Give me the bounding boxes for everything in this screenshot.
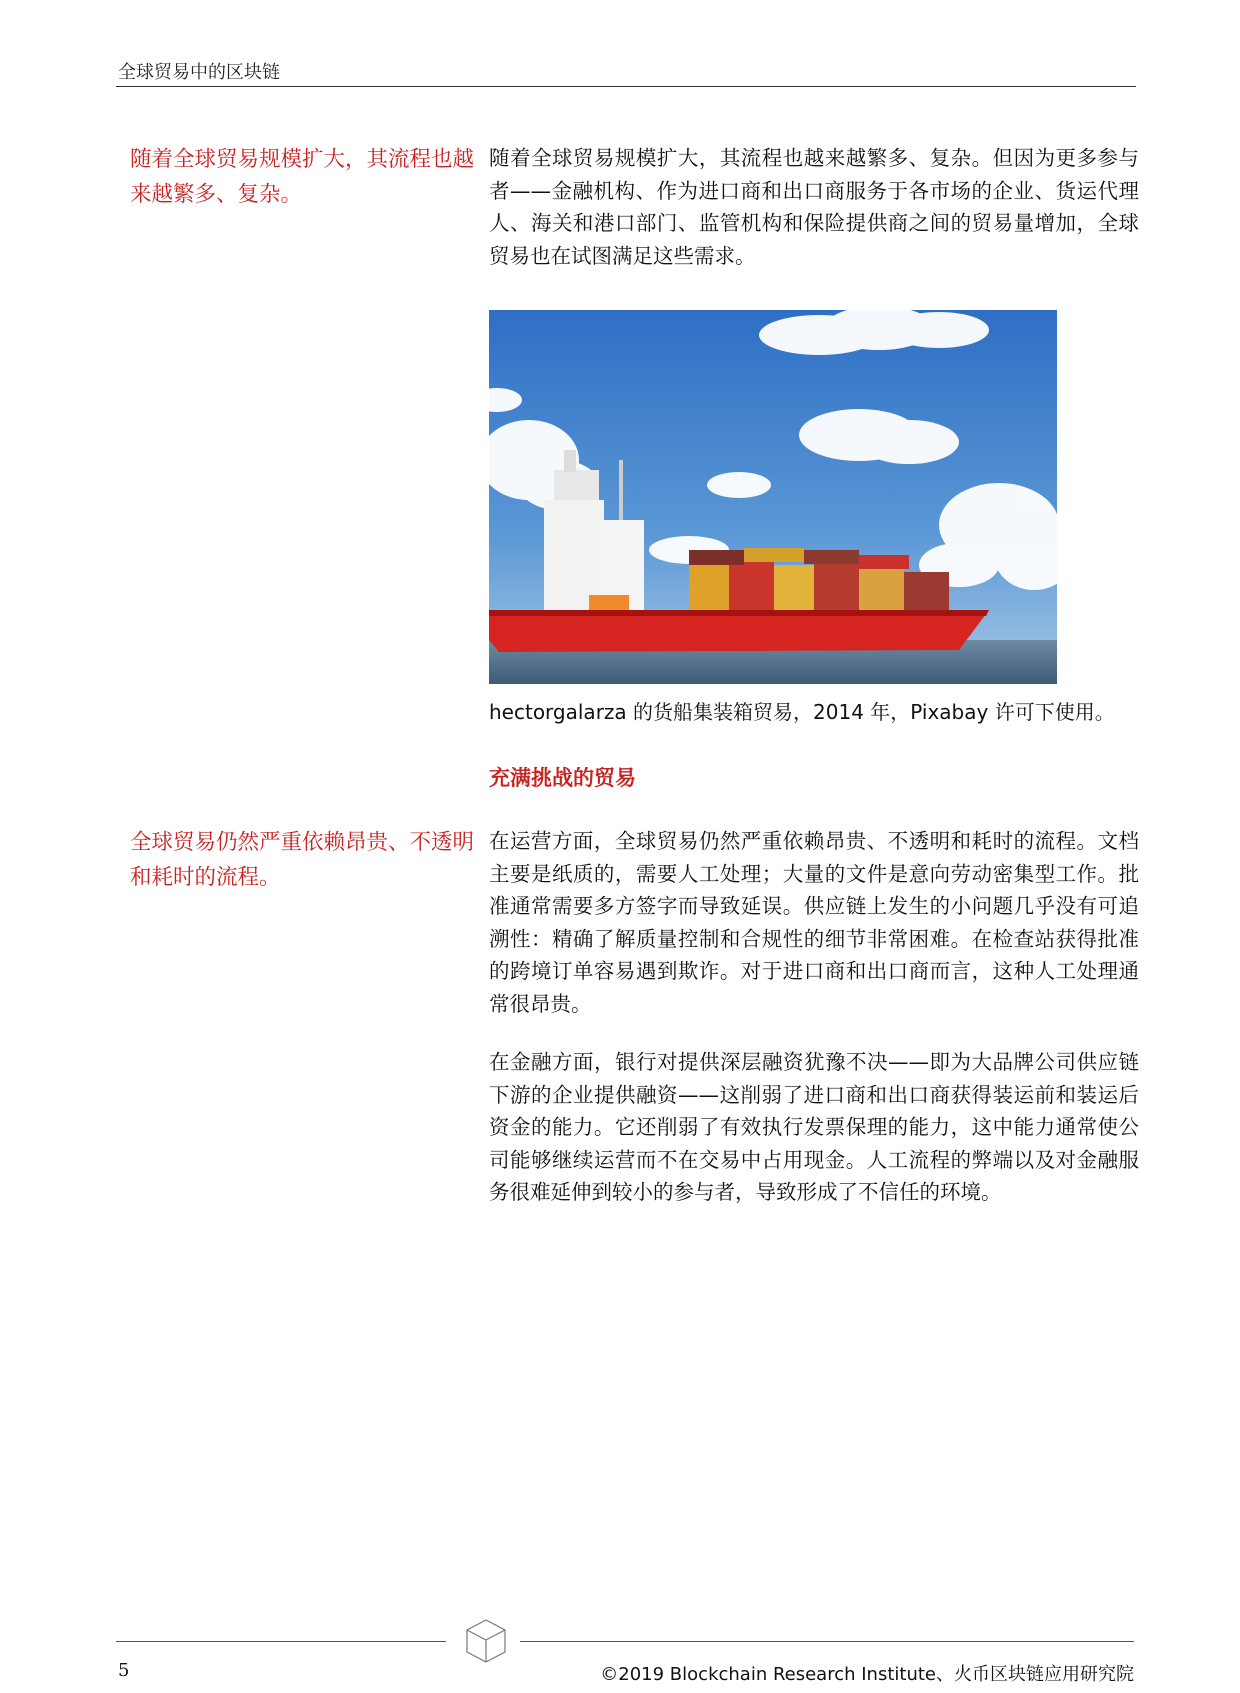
footer-divider-right <box>520 1641 1134 1642</box>
sidenote-pull-quote: 全球贸易仍然严重依赖昂贵、不透明和耗时的流程。 <box>130 830 475 890</box>
footer-copyright: ©2019 Blockchain Research Institute、火币区块链应用研究院 <box>600 1664 1134 1685</box>
cargo-ship-photo <box>489 310 1057 684</box>
figure-caption: hectorgalarza 的货船集装箱贸易，2014 年，Pixabay 许可下使用。 <box>489 700 1115 724</box>
body-paragraph: 在金融方面，银行对提供深层融资犹豫不决——即为大品牌公司供应链下游的企业提供融资——这削弱了进口商和出口商获得装运前和装运后资金的能力。它还削弱了有效执行发票保理的能力，这中能力通常使公司能够继续运营而不在交易中占用现金。人工流程的弊端以及对金融服务很难延伸到较小的参与者，导致形成了不信任的环境。 <box>489 1050 1139 1204</box>
header-divider <box>116 86 1136 87</box>
body-paragraph: 随着全球贸易规模扩大，其流程也越来越繁多、复杂。但因为更多参与者——金融机构、作为进口商和出口商服务于各市场的企业、货运代理人、海关和港口部门、监管机构和保险提供商之间的贸易量增加，全球贸易也在试图满足这些需求。 <box>489 146 1139 268</box>
cube-logo-icon <box>465 1618 507 1664</box>
running-header: 全球贸易中的区块链 <box>118 62 280 83</box>
sidenote-pull-quote: 随着全球贸易规模扩大，其流程也越来越繁多、复杂。 <box>130 147 475 207</box>
body-paragraph: 在运营方面，全球贸易仍然严重依赖昂贵、不透明和耗时的流程。文档主要是纸质的，需要人工处理；大量的文件是意向劳动密集型工作。批准通常需要多方签字而导致延误。供应链上发生的小问题几乎没有可追溯性：精确了解质量控制和合规性的细节非常困难。在检查站获得批准的跨境订单容易遇到欺诈。对于进口商和出口商而言，这种人工处理通常很昂贵。 <box>489 829 1139 1016</box>
section-heading: 充满挑战的贸易 <box>489 766 636 790</box>
footer-divider-left <box>116 1641 446 1642</box>
page-number: 5 <box>118 1660 130 1681</box>
